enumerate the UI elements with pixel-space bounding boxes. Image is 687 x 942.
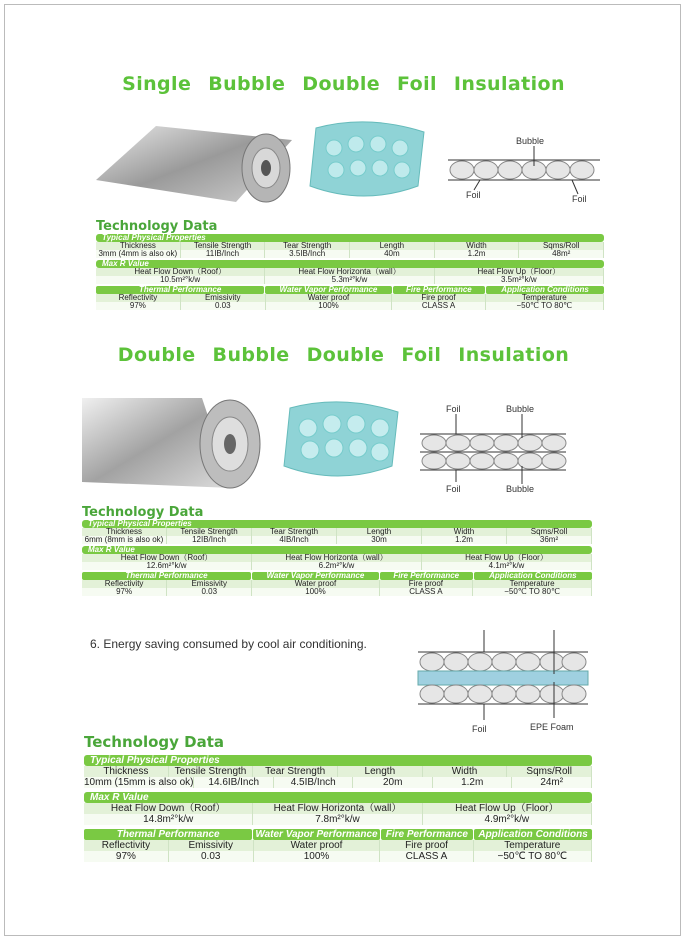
table-row bbox=[84, 840, 592, 851]
foil-label-top: Foil bbox=[446, 404, 461, 414]
table-cell: 0.03 bbox=[167, 588, 252, 596]
foil-label-right: Foil bbox=[572, 194, 587, 204]
table-cell: 6mm (8mm is also ok) bbox=[82, 536, 167, 544]
section3-data-table bbox=[84, 755, 592, 862]
table-cell: 48m² bbox=[519, 250, 604, 258]
table-cell: Tensile Strength bbox=[169, 766, 254, 777]
table-cell: Temperature bbox=[474, 840, 592, 851]
table-cell: Reflectivity bbox=[82, 580, 167, 588]
table-cell: Heat Flow Down（Roof） bbox=[96, 268, 265, 276]
table-cell: Tensile Strength bbox=[167, 528, 252, 536]
table-cell: Heat Flow Up（Floor） bbox=[423, 803, 592, 814]
table-cell: Application Conditions bbox=[486, 286, 604, 294]
energy-saving-note: 6. Energy saving consumed by cool air conditioning. bbox=[90, 637, 367, 651]
table-cell: Typical Physical Properties bbox=[84, 755, 592, 766]
table-cell: Typical Physical Properties bbox=[82, 520, 592, 528]
table-cell: CLASS A bbox=[380, 851, 473, 862]
table-cell: −50℃ TO 80℃ bbox=[473, 588, 592, 596]
table-cell: Water Vapor Performance bbox=[252, 572, 379, 580]
single-bubble-diagram bbox=[444, 132, 604, 202]
physical-header: Typical Physical Properties bbox=[96, 234, 604, 242]
double-bubble-sample-image bbox=[280, 398, 404, 484]
bubble-sample-image bbox=[306, 118, 430, 204]
table-cell: Tear Strength bbox=[252, 528, 337, 536]
table-cell: Heat Flow Up（Floor） bbox=[435, 268, 604, 276]
table-cell: 100% bbox=[266, 302, 393, 310]
table-cell: Water proof bbox=[254, 840, 381, 851]
table-cell: 100% bbox=[252, 588, 379, 596]
table-row bbox=[84, 851, 592, 862]
table-cell: Max R Value bbox=[82, 546, 592, 554]
bubble-label-top: Bubble bbox=[506, 404, 535, 414]
table-cell: 6.2m²°k/w bbox=[252, 562, 422, 570]
table-row bbox=[96, 276, 604, 284]
table-cell: Emissivity bbox=[169, 840, 254, 851]
bubble-label-bottom: Bubble bbox=[506, 484, 535, 494]
table-cell: Reflectivity bbox=[96, 294, 181, 302]
table-cell: 30m bbox=[337, 536, 422, 544]
table-cell: 4.1m²°k/w bbox=[422, 562, 592, 570]
table-cell: 24m² bbox=[512, 777, 592, 788]
table-cell: Water proof bbox=[252, 580, 379, 588]
table-row bbox=[82, 562, 592, 570]
table-cell: 14.6IB/Inch bbox=[194, 777, 274, 788]
section2-data-table bbox=[82, 520, 592, 596]
bubble-label: Bubble bbox=[516, 136, 545, 146]
table-row bbox=[96, 250, 604, 258]
table-cell: Fire proof bbox=[380, 840, 473, 851]
table-cell: Reflectivity bbox=[84, 840, 169, 851]
table-row bbox=[82, 588, 592, 596]
table-row bbox=[96, 302, 604, 310]
table-cell: −50℃ TO 80℃ bbox=[474, 851, 592, 862]
table-cell: 4.9m²°k/w bbox=[423, 814, 592, 825]
table-cell: Sqms/Roll bbox=[519, 242, 604, 250]
table-cell: Temperature bbox=[473, 580, 592, 588]
table-cell: 1.2m bbox=[435, 250, 520, 258]
section3-tech-heading: Technology Data bbox=[84, 733, 225, 751]
table-cell: Thickness bbox=[84, 766, 169, 777]
table-row bbox=[84, 814, 592, 825]
double-foil-roll-image bbox=[82, 392, 262, 492]
table-cell: Thermal Performance bbox=[84, 829, 252, 840]
table-cell: Fire Performance bbox=[381, 829, 474, 840]
table-cell: 36m² bbox=[507, 536, 592, 544]
table-cell: Fire Performance bbox=[380, 572, 473, 580]
table-row bbox=[84, 766, 592, 777]
table-cell: Thermal Performance bbox=[96, 286, 264, 294]
table-cell: Heat Flow Up（Floor） bbox=[422, 554, 592, 562]
table-cell: Width bbox=[423, 766, 508, 777]
table-cell: Heat Flow Horizonta（wall） bbox=[252, 554, 422, 562]
table-cell: Tensile Strength bbox=[181, 242, 266, 250]
table-cell: Thermal Performance bbox=[82, 572, 251, 580]
section1-tech-heading: Technology Data bbox=[96, 219, 218, 234]
r-value-header: Max R Value bbox=[96, 260, 604, 268]
table-cell: Sqms/Roll bbox=[507, 528, 592, 536]
foil-roll-image bbox=[96, 118, 292, 204]
table-cell: Emissivity bbox=[167, 580, 252, 588]
section1-title: Single Bubble Double Foil Insulation bbox=[122, 73, 565, 95]
double-bubble-diagram bbox=[418, 400, 568, 496]
table-row bbox=[84, 829, 592, 840]
epe-foam-label: EPE Foam bbox=[530, 722, 574, 732]
table-row bbox=[84, 803, 592, 814]
table-cell: 14.8m²°k/w bbox=[84, 814, 253, 825]
table-cell: Water Vapor Performance bbox=[255, 829, 378, 840]
table-cell: 10.5m²°k/w bbox=[96, 276, 265, 284]
table-cell: Application Conditions bbox=[474, 572, 592, 580]
table-cell: 1.2m bbox=[422, 536, 507, 544]
table-row bbox=[82, 536, 592, 544]
table-row bbox=[84, 777, 592, 788]
table-cell: 12.6m²°k/w bbox=[82, 562, 252, 570]
table-cell: 4.5IB/Inch bbox=[274, 777, 354, 788]
section1-data-table bbox=[96, 234, 604, 310]
foil-label-left: Foil bbox=[466, 190, 481, 200]
table-cell: Length bbox=[338, 766, 423, 777]
section2-tech-heading: Technology Data bbox=[82, 505, 204, 520]
table-cell: 20m bbox=[353, 777, 433, 788]
table-cell: 10mm (15mm is also ok) bbox=[84, 777, 194, 788]
table-cell: 97% bbox=[82, 588, 167, 596]
table-cell: Thickness bbox=[82, 528, 167, 536]
table-cell: 0.03 bbox=[181, 302, 266, 310]
table-cell: Heat Flow Down（Roof） bbox=[84, 803, 253, 814]
table-cell: 97% bbox=[84, 851, 169, 862]
table-cell: 12IB/Inch bbox=[167, 536, 252, 544]
table-cell: 97% bbox=[96, 302, 181, 310]
table-cell: Length bbox=[350, 242, 435, 250]
table-cell: Fire proof bbox=[380, 580, 474, 588]
table-cell: Water Vapor Performance bbox=[265, 286, 391, 294]
table-cell: 0.03 bbox=[169, 851, 254, 862]
epe-foam-diagram bbox=[414, 626, 592, 738]
table-cell: Heat Flow Horizonta（wall） bbox=[253, 803, 422, 814]
table-cell: Tear Strength bbox=[265, 242, 350, 250]
table-cell: Application Conditions bbox=[474, 829, 592, 840]
table-cell: Length bbox=[337, 528, 422, 536]
table-cell: Fire Performance bbox=[393, 286, 486, 294]
table-cell: 3.5m²°k/w bbox=[435, 276, 604, 284]
table-cell: 40m bbox=[350, 250, 435, 258]
table-cell: 4IB/Inch bbox=[252, 536, 337, 544]
table-cell: Heat Flow Down（Roof） bbox=[82, 554, 252, 562]
table-cell: CLASS A bbox=[380, 588, 474, 596]
table-cell: Sqms/Roll bbox=[507, 766, 592, 777]
table-cell: Tear Strength bbox=[253, 766, 338, 777]
table-cell: −50℃ TO 80℃ bbox=[486, 302, 604, 310]
table-cell: CLASS A bbox=[392, 302, 485, 310]
table-cell: Fire proof bbox=[392, 294, 485, 302]
table-cell: Width bbox=[435, 242, 520, 250]
foil-label: Foil bbox=[472, 724, 487, 734]
table-cell: 100% bbox=[254, 851, 381, 862]
table-cell: Water proof bbox=[266, 294, 393, 302]
table-cell: Heat Flow Horizonta（wall） bbox=[265, 268, 434, 276]
table-cell: Max R Value bbox=[84, 792, 592, 803]
table-cell: 7.8m²°k/w bbox=[253, 814, 422, 825]
table-cell: 5.3m²°k/w bbox=[265, 276, 434, 284]
table-cell: 1.2m bbox=[433, 777, 513, 788]
table-cell: Thickness bbox=[96, 242, 181, 250]
section2-title: Double Bubble Double Foil Insulation bbox=[117, 344, 570, 366]
table-cell: 3mm (4mm is also ok) bbox=[96, 250, 181, 258]
table-cell: Temperature bbox=[486, 294, 604, 302]
table-cell: Emissivity bbox=[181, 294, 266, 302]
table-cell: Width bbox=[422, 528, 507, 536]
table-cell: 3.5IB/Inch bbox=[265, 250, 350, 258]
table-cell: 11IB/Inch bbox=[181, 250, 266, 258]
foil-label-bottom: Foil bbox=[446, 484, 461, 494]
